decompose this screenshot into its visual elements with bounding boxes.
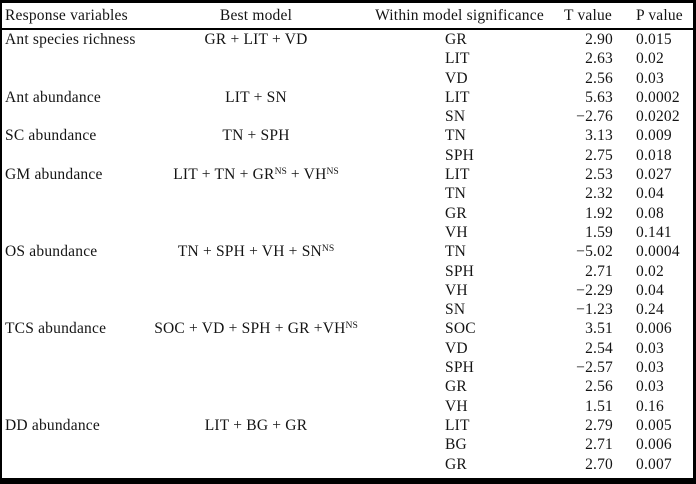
table-row — [2, 416, 693, 435]
t-value-cell: 5.63 — [585, 88, 613, 106]
p-value-cell: 0.015 — [636, 31, 672, 48]
t-value-cell: −5.02 — [576, 243, 613, 261]
t-value-cell: 2.54 — [585, 339, 613, 357]
t-value-cell: −2.76 — [576, 108, 613, 126]
t-value-cell: 2.53 — [585, 166, 613, 184]
best-model-cell: TN + SPH — [222, 127, 290, 145]
p-value-cell: 0.03 — [636, 339, 664, 357]
header-row — [2, 3, 693, 29]
factor-cell: GR — [445, 455, 467, 473]
factor-cell: GR — [445, 378, 467, 396]
factor-cell: VH — [445, 397, 468, 415]
p-value-cell: 0.03 — [636, 69, 664, 87]
table-row — [2, 242, 693, 261]
table-header — [2, 3, 693, 29]
t-value-cell: 2.71 — [585, 436, 613, 454]
table-row — [2, 88, 693, 107]
factor-cell: SPH — [445, 262, 475, 280]
factor-cell: SPH — [445, 146, 475, 164]
t-value-cell: 2.63 — [585, 50, 613, 68]
factor-cell: BG — [445, 436, 467, 454]
factor-cell: GR — [445, 204, 467, 222]
factor-cell: LIT — [445, 88, 470, 106]
factor-cell: LIT — [445, 50, 470, 68]
factor-cell: VH — [445, 223, 468, 241]
p-value-cell: 0.018 — [636, 146, 672, 164]
table-row — [2, 319, 693, 338]
t-value-cell: 2.70 — [585, 455, 613, 473]
factor-cell: TN — [445, 243, 467, 261]
t-value-cell: −2.29 — [576, 281, 613, 299]
ns-superscript: NS — [345, 320, 358, 332]
factor-cell: GR — [445, 31, 467, 48]
t-value-cell: 3.13 — [585, 127, 613, 145]
p-value-cell: 0.02 — [636, 50, 664, 68]
t-value-cell: 2.56 — [585, 69, 613, 87]
best-model-cell: SOC + VD + SPH + GR $+VH^{NS}$ — [154, 320, 358, 338]
col-header-t-value: T value — [557, 3, 619, 29]
best-model-cell: LIT + TN + $GR^{NS} + VH^{NS}$ — [173, 166, 339, 184]
factor-cell: SN — [445, 301, 466, 319]
results-table — [2, 3, 693, 474]
col-header-p-value: P value — [619, 3, 693, 29]
factor-cell: LIT — [445, 166, 470, 184]
factor-cell: LIT — [445, 416, 470, 434]
t-value-cell: 2.75 — [585, 146, 613, 164]
t-value-cell: −1.23 — [576, 301, 613, 319]
p-value-cell: 0.03 — [636, 378, 664, 396]
p-value-cell: 0.24 — [636, 301, 664, 319]
factor-cell: SN — [445, 108, 466, 126]
best-model-cell: LIT + SN — [225, 88, 287, 106]
p-value-cell: 0.03 — [636, 359, 664, 377]
response-variable-cell: OS abundance — [5, 243, 98, 261]
p-value-cell: 0.04 — [636, 185, 664, 203]
table-row — [2, 126, 693, 145]
table-row — [2, 29, 693, 49]
p-value-cell: 0.02 — [636, 262, 664, 280]
p-value-cell: 0.027 — [636, 166, 672, 184]
t-value-cell: 1.51 — [585, 397, 613, 415]
factor-cell: VH — [445, 281, 468, 299]
response-variable-cell: TCS abundance — [5, 320, 107, 338]
p-value-cell: 0.08 — [636, 204, 664, 222]
p-value-cell: 0.0004 — [636, 243, 680, 261]
p-value-cell: 0.009 — [636, 127, 672, 145]
best-model-cell: GR + LIT + VD — [204, 31, 308, 48]
p-value-cell: 0.0202 — [636, 108, 680, 126]
factor-cell: VD — [445, 339, 468, 357]
p-value-cell: 0.006 — [636, 436, 672, 454]
p-value-cell: 0.141 — [636, 223, 672, 241]
factor-cell: TN — [445, 185, 467, 203]
t-value-cell: 3.51 — [585, 320, 613, 338]
response-variable-cell: DD abundance — [5, 416, 100, 434]
ns-superscript: NS — [274, 166, 287, 178]
col-header-within-model-significance: Within model significance — [362, 3, 557, 29]
col-header-best-model: Best model — [150, 3, 362, 29]
factor-cell: SPH — [445, 359, 475, 377]
response-variable-cell: GM abundance — [5, 166, 103, 184]
p-value-cell: 0.007 — [636, 455, 672, 473]
p-value-cell: 0.16 — [636, 397, 664, 415]
p-value-cell: 0.04 — [636, 281, 664, 299]
table-body — [2, 29, 693, 474]
response-variable-cell: Ant species richness — [5, 31, 136, 48]
ns-superscript: NS — [326, 166, 339, 178]
response-variable-cell: SC abundance — [5, 127, 97, 145]
t-value-cell: 2.71 — [585, 262, 613, 280]
t-value-cell: −2.57 — [576, 359, 613, 377]
ns-superscript: NS — [321, 243, 335, 255]
best-model-cell: TN + SPH + VH + $SN^{NS}$ — [177, 243, 335, 261]
t-value-cell: 2.56 — [585, 378, 613, 396]
factor-cell: VD — [445, 69, 468, 87]
p-value-cell: 0.006 — [636, 320, 672, 338]
col-header-response-variables: Response variables — [2, 3, 150, 29]
t-value-cell: 2.79 — [585, 416, 613, 434]
t-value-cell: 2.32 — [585, 185, 613, 203]
t-value-cell: 1.59 — [585, 223, 613, 241]
t-value-cell: 1.92 — [585, 204, 613, 222]
factor-cell: TN — [445, 127, 467, 145]
t-value-cell: 2.90 — [585, 31, 613, 48]
p-value-cell: 0.005 — [636, 416, 672, 434]
table-row — [2, 165, 693, 184]
p-value-cell: 0.0002 — [636, 88, 680, 106]
response-variable-cell: Ant abundance — [5, 88, 101, 106]
best-model-cell: LIT + BG + GR — [204, 416, 308, 434]
factor-cell: SOC — [445, 320, 476, 338]
